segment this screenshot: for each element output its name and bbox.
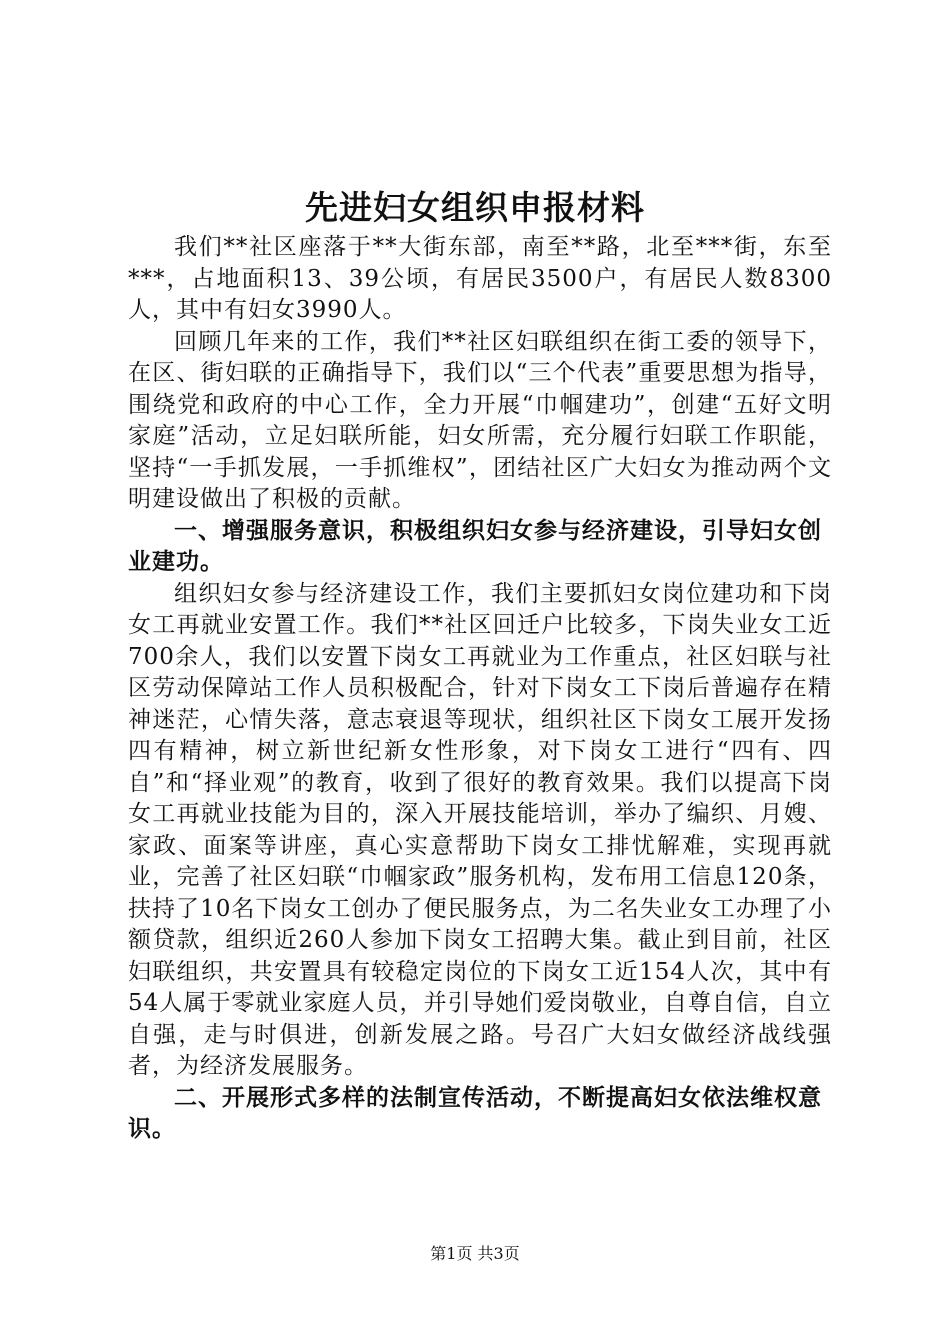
paragraph-review: 回顾几年来的工作，我们**社区妇联组织在街工委的领导下，在区、街妇联的正确指导下，我们以“三个代表”重要思想为指导，围绕党和政府的中心工作，全力开展“巾帼建功”，创建“五好文明家庭”活动，立足妇联所能，妇女所需，充分履行妇联工作职能，坚持“一手抓发展，一手抓维权”，团结社区广大妇女为推动两个文明建设做出了积极的贡献。: [128, 328, 832, 512]
document-body: [128, 232, 832, 1146]
page-footer: 第1页 共3页: [430, 1244, 520, 1263]
document-title: 先进妇女组织申报材料: [305, 188, 645, 227]
paragraph-economic: 组织妇女参与经济建设工作，我们主要抓妇女岗位建功和下岗女工再就业安置工作。我们**社区回迁户比较多，下岗失业女工近700余人，我们以安置下岗女工再就业为工作重点，社区妇联与社区劳动保障站工作人员积极配合，针对下岗女工下岗后普遍存在精神迷茫，心情失落，意志衰退等现状，组织社区下岗女工展开发扬四有精神，树立新世纪新女性形象，对下岗女工进行“四有、四自”和“择业观”的教育，收到了很好的教育效果。我们以提高下岗女工再就业技能为目的，深入开展技能培训，举办了编织、月嫂、家政、面案等讲座，真心实意帮助下岗女工排忧解难，实现再就业，完善了社区妇联“巾帼家政”服务机构，发布用工信息120条，扶持了10名下岗女工创办了便民服务点，为二名失业女工办理了小额贷款，组织近260人参加下岗女工招聘大集。截止到目前，社区妇联组织，共安置具有较稳定岗位的下岗女工近154人次，其中有54人属于零就业家庭人员，并引导她们爱岗敬业，自尊自信，自立自强，走与时俱进，创新发展之路。号召广大妇女做经济战线强者，为经济发展服务。: [128, 580, 832, 1079]
paragraph-intro: 我们**社区座落于**大街东部，南至**路，北至***街，东至***，占地面积13、39公顷，有居民3500户，有居民人数8300人，其中有妇女3990人。: [128, 234, 832, 323]
section-heading-1: 一、增强服务意识，积极组织妇女参与经济建设，引导妇女创业建功。: [128, 517, 822, 575]
section-heading-2: 二、开展形式多样的法制宣传活动，不断提高妇女依法维权意识。: [128, 1084, 822, 1142]
